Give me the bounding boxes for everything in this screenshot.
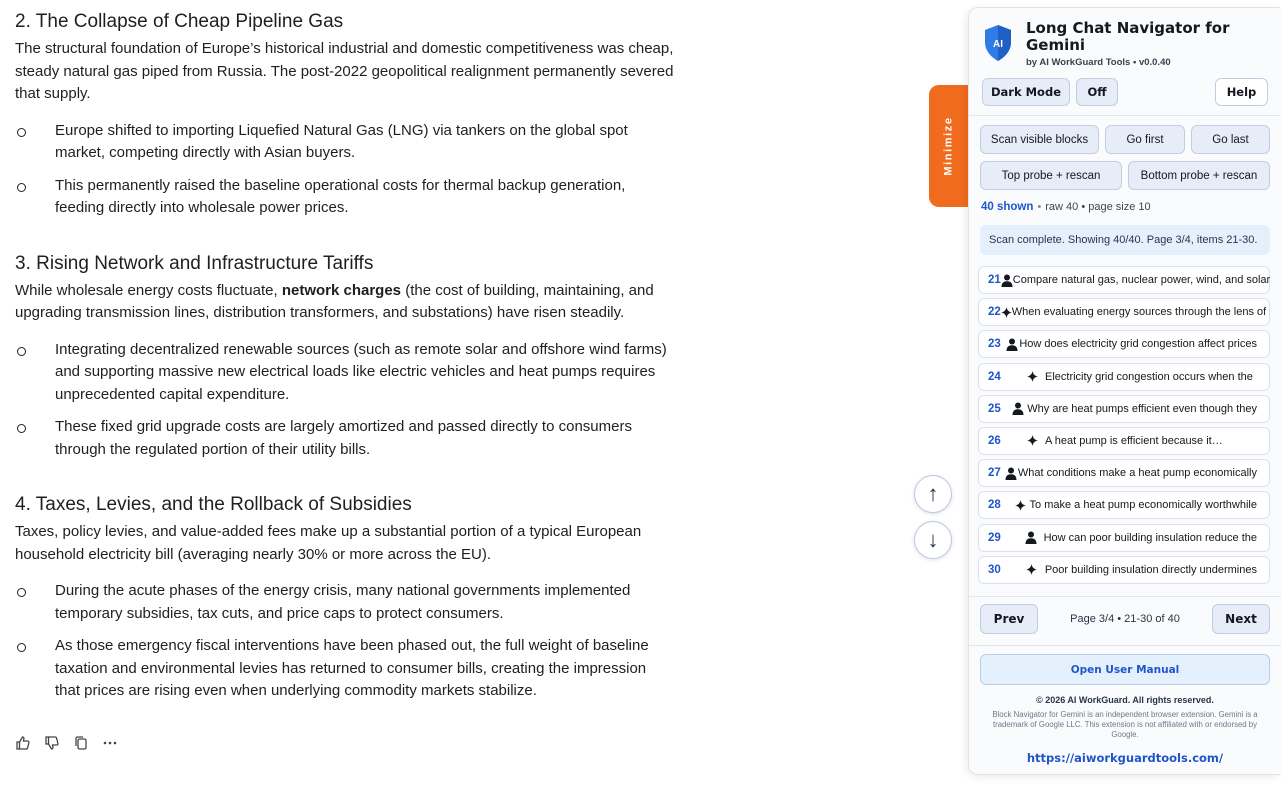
block-list	[978, 266, 1270, 588]
sparkle-icon	[1019, 371, 1045, 382]
scroll-down-button[interactable]	[914, 521, 952, 559]
stats-line	[981, 201, 1151, 213]
go-first-button[interactable]: Go first	[1105, 125, 1185, 154]
item-number: 23	[988, 338, 1001, 351]
status-message: Scan complete. Showing 40/40. Page 3/4, items 21-30.	[980, 225, 1270, 255]
pagination-bar	[969, 596, 1281, 646]
sparkle-icon	[1019, 435, 1045, 446]
top-probe-button[interactable]: Top probe + rescan	[980, 161, 1122, 190]
minimize-label: Minimize	[943, 116, 955, 176]
item-number: 28	[988, 499, 1001, 512]
item-preview: A heat pump is efficient because it…	[1045, 434, 1223, 447]
section-heading: 2. The Collapse of Cheap Pipeline Gas	[15, 11, 344, 32]
item-preview: Electricity grid congestion occurs when the	[1045, 370, 1253, 383]
go-last-button[interactable]: Go last	[1191, 125, 1270, 154]
item-preview: How can poor building insulation reduce the	[1043, 531, 1257, 544]
item-number: 24	[988, 370, 1001, 383]
scan-visible-blocks-button[interactable]: Scan visible blocks	[980, 125, 1099, 154]
more-icon[interactable]	[102, 735, 118, 751]
block-list-item[interactable]	[978, 266, 1270, 294]
minimize-tab[interactable]	[929, 85, 969, 207]
section-pipeline-gas	[15, 8, 675, 220]
stats-separator: •	[1037, 201, 1042, 213]
logo-text: AI	[993, 39, 1003, 50]
chat-response	[15, 8, 675, 733]
thumbs-down-icon[interactable]	[44, 735, 60, 751]
help-button[interactable]: Help	[1215, 78, 1268, 106]
section-heading: 4. Taxes, Levies, and the Rollback of Subsidies	[15, 494, 412, 515]
bottom-probe-button[interactable]: Bottom probe + rescan	[1128, 161, 1270, 190]
page-indicator: Page 3/4 • 21-30 of 40	[1070, 613, 1180, 625]
block-list-item[interactable]	[978, 298, 1270, 326]
section-paragraph: Taxes, policy levies, and value-added fees make up a substantial portion of a typical European household electricity bill (averaging nearly 30% or more across the EU).	[15, 523, 642, 563]
bullet-list	[15, 580, 675, 703]
disclaimer-text: Block Navigator for Gemini is an independent browser extension. Gemini is a trademark of Google LLC. This extension is not affiliated with or endorsed by Google.	[992, 710, 1258, 739]
block-list-item[interactable]	[978, 427, 1270, 455]
paragraph-bold: network charges	[281, 281, 402, 299]
user-icon	[1009, 402, 1027, 415]
block-list-item[interactable]	[978, 524, 1270, 552]
block-list-item[interactable]	[978, 395, 1270, 423]
sparkle-icon	[1001, 307, 1012, 318]
user-icon	[1004, 467, 1018, 480]
block-list-item[interactable]	[978, 491, 1270, 519]
bullet-list	[15, 120, 675, 220]
bullet-item: As those emergency fiscal interventions have been phased out, the full weight of baseline taxation and environmental levies has returned to consumer bills, creating the impression that prices are rising even when underlying commodity markets stabilize.	[15, 635, 675, 703]
item-number: 30	[988, 563, 1001, 576]
thumbs-up-icon[interactable]	[15, 735, 31, 751]
item-number: 22	[988, 306, 1001, 319]
user-icon	[1005, 338, 1019, 351]
next-page-button[interactable]: Next	[1212, 604, 1270, 634]
item-number: 26	[988, 434, 1001, 447]
shown-count: 40 shown	[981, 201, 1034, 213]
item-number: 21	[988, 274, 1001, 286]
item-preview: Poor building insulation directly undermines	[1044, 563, 1257, 576]
item-preview: Compare natural gas, nuclear power, wind, and solar	[1012, 274, 1271, 286]
section-heading: 3. Rising Network and Infrastructure Tariffs	[15, 252, 374, 274]
item-preview: Why are heat pumps efficient even though they	[1027, 402, 1257, 415]
panel-title: Long Chat Navigator for Gemini	[1026, 19, 1230, 54]
bullet-item: These fixed grid upgrade costs are largely amortized and passed directly to consumers through the regulated portion of their utility bills.	[15, 416, 675, 461]
item-number: 25	[988, 402, 1001, 415]
arrow-up-icon: ↑	[927, 481, 939, 506]
prev-page-button[interactable]: Prev	[980, 604, 1038, 634]
section-paragraph	[15, 280, 675, 325]
item-preview: How does electricity grid congestion affect prices	[1019, 338, 1257, 351]
panel-byline: by AI WorkGuard Tools • v0.0.40	[1026, 57, 1171, 68]
bullet-list	[15, 339, 675, 462]
bullet-item: During the acute phases of the energy crisis, many national governments implemented temporary subsidies, tax cuts, and price caps to protect consumers.	[15, 580, 675, 625]
arrow-down-icon: ↓	[927, 527, 939, 552]
copyright-text: © 2026 AI WorkGuard. All rights reserved.	[1036, 695, 1214, 705]
user-icon	[1001, 274, 1013, 287]
bullet-item: This permanently raised the baseline operational costs for thermal backup generation, feeding directly into wholesale power prices.	[15, 175, 675, 220]
section-paragraph: The structural foundation of Europe’s historical industrial and domestic competitiveness was cheap, steady natural gas piped from Russia. The post-2022 geopolitical realignment permanently severed that supply.	[15, 40, 674, 102]
block-list-item[interactable]	[978, 459, 1270, 487]
user-icon	[1018, 531, 1043, 544]
sparkle-icon	[1019, 564, 1045, 575]
item-preview: What conditions make a heat pump economically	[1017, 467, 1257, 480]
bullet-item: Integrating decentralized renewable sources (such as remote solar and offshore wind farms) and supporting massive new electrical loads like electric vehicles and heat pumps requires unprecedented capital expenditure.	[15, 339, 675, 407]
website-link[interactable]: https://aiworkguardtools.com/	[1026, 751, 1224, 765]
dark-mode-toggle[interactable]: Off	[1076, 78, 1118, 106]
scroll-up-button[interactable]	[914, 475, 952, 513]
sparkle-icon	[1011, 500, 1030, 511]
item-number: 27	[988, 467, 1001, 480]
stats-detail: raw 40 • page size 10	[1045, 201, 1151, 213]
dark-mode-button[interactable]: Dark Mode	[982, 78, 1070, 106]
block-list-item[interactable]	[978, 363, 1270, 391]
shield-logo-icon	[983, 24, 1013, 62]
item-preview: When evaluating energy sources through the lens of	[1011, 306, 1267, 319]
copy-icon[interactable]	[73, 735, 89, 751]
open-manual-button[interactable]: Open User Manual	[980, 654, 1270, 685]
section-taxes-levies	[15, 491, 675, 703]
bullet-item: Europe shifted to importing Liquefied Natural Gas (LNG) via tankers on the global spot market, competing directly with Asian buyers.	[15, 120, 675, 165]
section-network-tariffs	[15, 250, 675, 462]
navigator-panel	[968, 7, 1280, 775]
panel-header	[969, 8, 1280, 116]
item-number: 29	[988, 531, 1001, 544]
paragraph-text: While wholesale energy costs fluctuate,	[15, 281, 282, 299]
block-list-item[interactable]	[978, 330, 1270, 358]
paragraph-text: (the cost of building, maintaining, and upgrading transmission lines, distribution transformers, and substations) have risen steadily.	[15, 281, 654, 321]
block-list-item[interactable]	[978, 556, 1270, 584]
item-preview: To make a heat pump economically worthwhile	[1029, 499, 1257, 512]
response-actions	[15, 735, 118, 751]
